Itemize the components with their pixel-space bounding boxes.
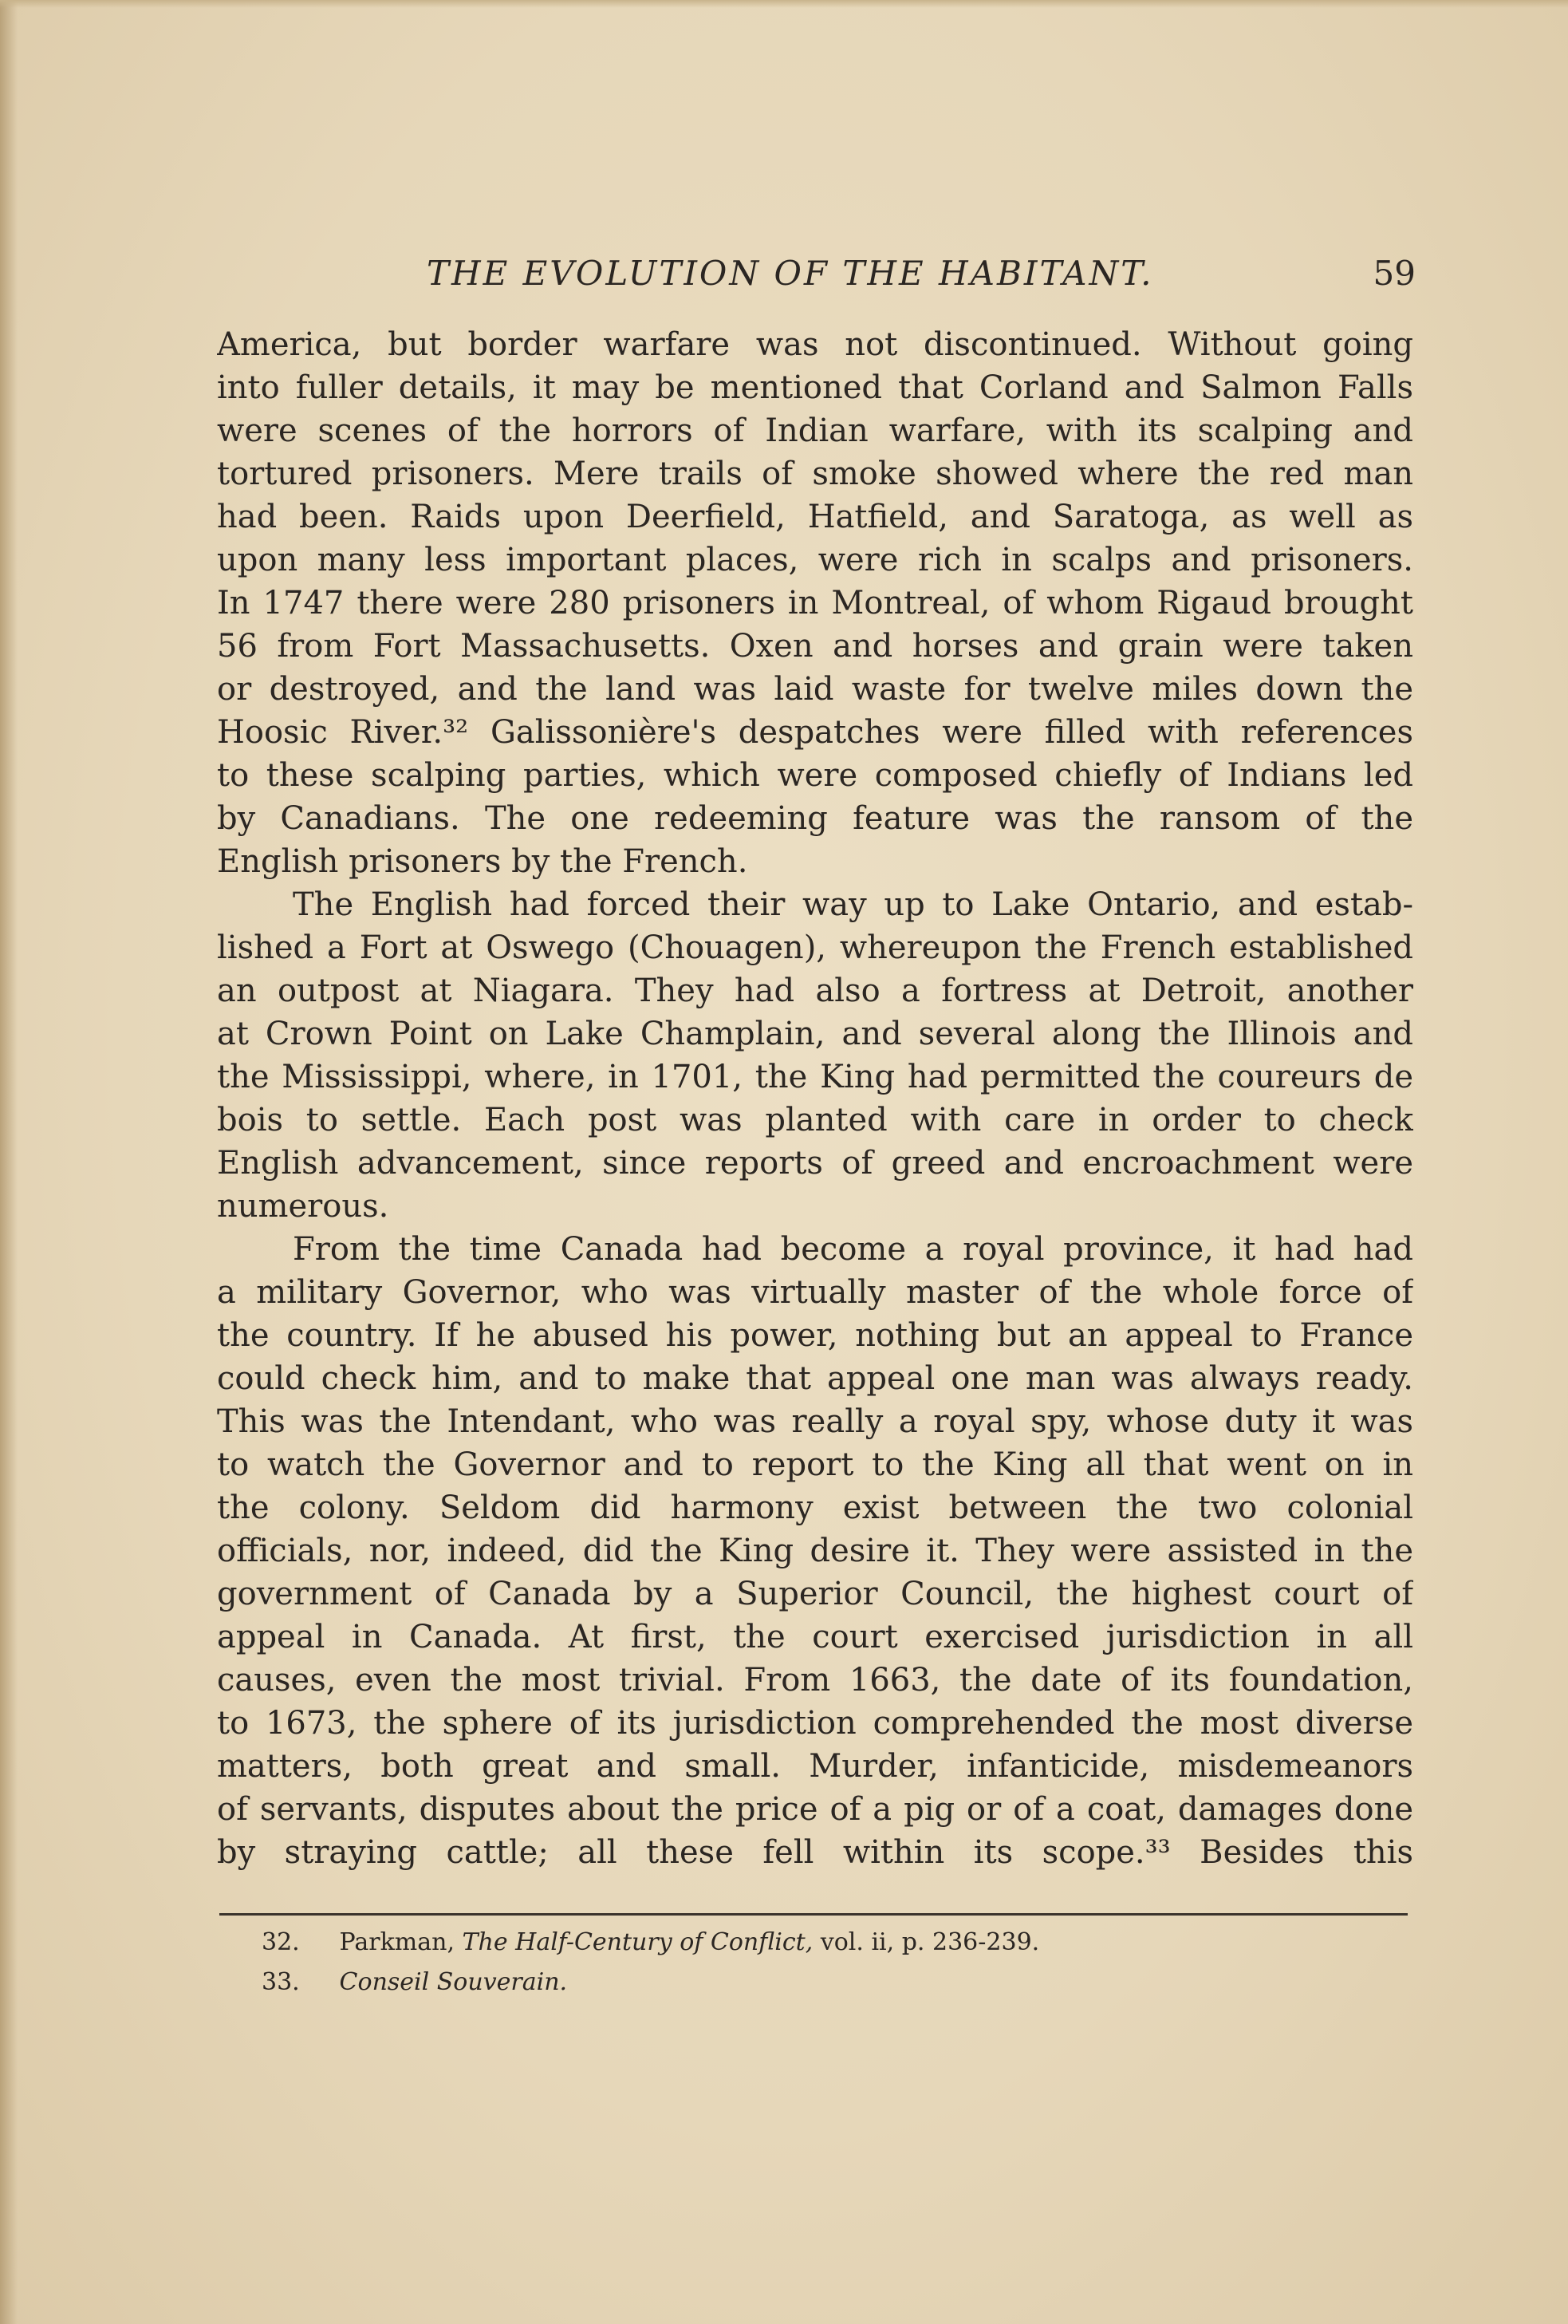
text-line: English prisoners by the French. xyxy=(217,843,748,880)
text-line: to these scalping parties, which were composed chiefly of Indians led xyxy=(217,757,1413,794)
text-line: of servants, disputes about the price of a pig or of a coat, damages done xyxy=(217,1791,1413,1828)
text-line: causes, even the most trivial. From 1663, the date of its foundation, xyxy=(217,1662,1413,1699)
text-line: officials, nor, indeed, did the King desire it. They were assisted in the xyxy=(217,1533,1413,1569)
text-line: bois to settle. Each post was planted with care in order to check xyxy=(217,1102,1413,1138)
text-line: the colony. Seldom did harmony exist between the two colonial xyxy=(217,1489,1413,1526)
binding-shadow xyxy=(0,0,18,2324)
text-line: had been. Raids upon Deerfield, Hatfield, and Saratoga, as well as xyxy=(217,499,1413,535)
text-line: 56 from Fort Massachusetts. Oxen and horses and grain were taken xyxy=(217,628,1413,665)
footnotes xyxy=(262,1923,1298,2002)
page-number: 59 xyxy=(1373,254,1416,293)
running-head xyxy=(219,254,1416,302)
footnote-32 xyxy=(262,1923,1298,1963)
body-text xyxy=(217,323,1413,1874)
text-line: a military Governor, who was virtually master of the whole force of xyxy=(217,1274,1413,1311)
footnote-title: Conseil Souverain. xyxy=(339,1968,568,1996)
text-line: into fuller details, it may be mentioned that Corland and Salmon Falls xyxy=(217,369,1413,406)
text-line: the Mississippi, where, in 1701, the King had permitted the coureurs de xyxy=(217,1059,1413,1095)
footnote-divider xyxy=(219,1913,1408,1916)
running-title: THE EVOLUTION OF THE HABITANT. xyxy=(427,254,1154,293)
text-line: English advancement, since reports of greed and encroachment were xyxy=(217,1145,1413,1182)
text-line: at Crown Point on Lake Champlain, and several along the Illinois and xyxy=(217,1016,1413,1052)
text-line: to watch the Governor and to report to the King all that went on in xyxy=(217,1446,1413,1483)
text-line: the country. If he abused his power, nothing but an appeal to France xyxy=(217,1317,1413,1354)
text-line: by Canadians. The one redeeming feature was the ransom of the xyxy=(217,800,1413,837)
text-line: America, but border warfare was not discontinued. Without going xyxy=(217,326,1413,363)
text-line: The English had forced their way up to Lake Ontario, and estab- xyxy=(293,886,1413,923)
text-line: could check him, and to make that appeal one man was always ready. xyxy=(217,1360,1413,1397)
text-line: numerous. xyxy=(217,1188,389,1225)
text-line: Hoosic River.³² Galissonière's despatches were filled with references xyxy=(217,714,1413,751)
text-line: tortured prisoners. Mere trails of smoke showed where the red man xyxy=(217,456,1413,492)
text-line: From the time Canada had become a royal province, it had had xyxy=(293,1231,1413,1268)
text-line: appeal in Canada. At first, the court exercised jurisdiction in all xyxy=(217,1619,1413,1655)
text-line: were scenes of the horrors of Indian warfare, with its scalping and xyxy=(217,412,1413,449)
footnote-33 xyxy=(262,1963,1298,2002)
text-line: government of Canada by a Superior Council, the highest court of xyxy=(217,1576,1413,1612)
text-line: an outpost at Niagara. They had also a fortress at Detroit, another xyxy=(217,973,1413,1009)
footnote-title: The Half-Century of Conflict, xyxy=(462,1928,814,1956)
text-line: to 1673, the sphere of its jurisdiction comprehended the most diverse xyxy=(217,1705,1413,1742)
footnote-author: Parkman, xyxy=(339,1928,455,1956)
text-line: In 1747 there were 280 prisoners in Montreal, of whom Rigaud brought xyxy=(217,585,1413,621)
footnote-number: 33. xyxy=(262,1968,300,1996)
text-line: matters, both great and small. Murder, infanticide, misdemeanors xyxy=(217,1748,1413,1785)
top-edge-shadow xyxy=(0,0,1568,8)
text-line: lished a Fort at Oswego (Chouagen), whereupon the French established xyxy=(217,929,1413,966)
footnote-reference: vol. ii, p. 236-239. xyxy=(820,1928,1040,1956)
text-line: by straying cattle; all these fell within its scope.³³ Besides this xyxy=(217,1834,1413,1871)
text-line: upon many less important places, were rich in scalps and prisoners. xyxy=(217,542,1413,578)
footnote-number: 32. xyxy=(262,1928,300,1956)
text-line: This was the Intendant, who was really a royal spy, whose duty it was xyxy=(217,1403,1413,1440)
text-line: or destroyed, and the land was laid waste for twelve miles down the xyxy=(217,671,1413,708)
